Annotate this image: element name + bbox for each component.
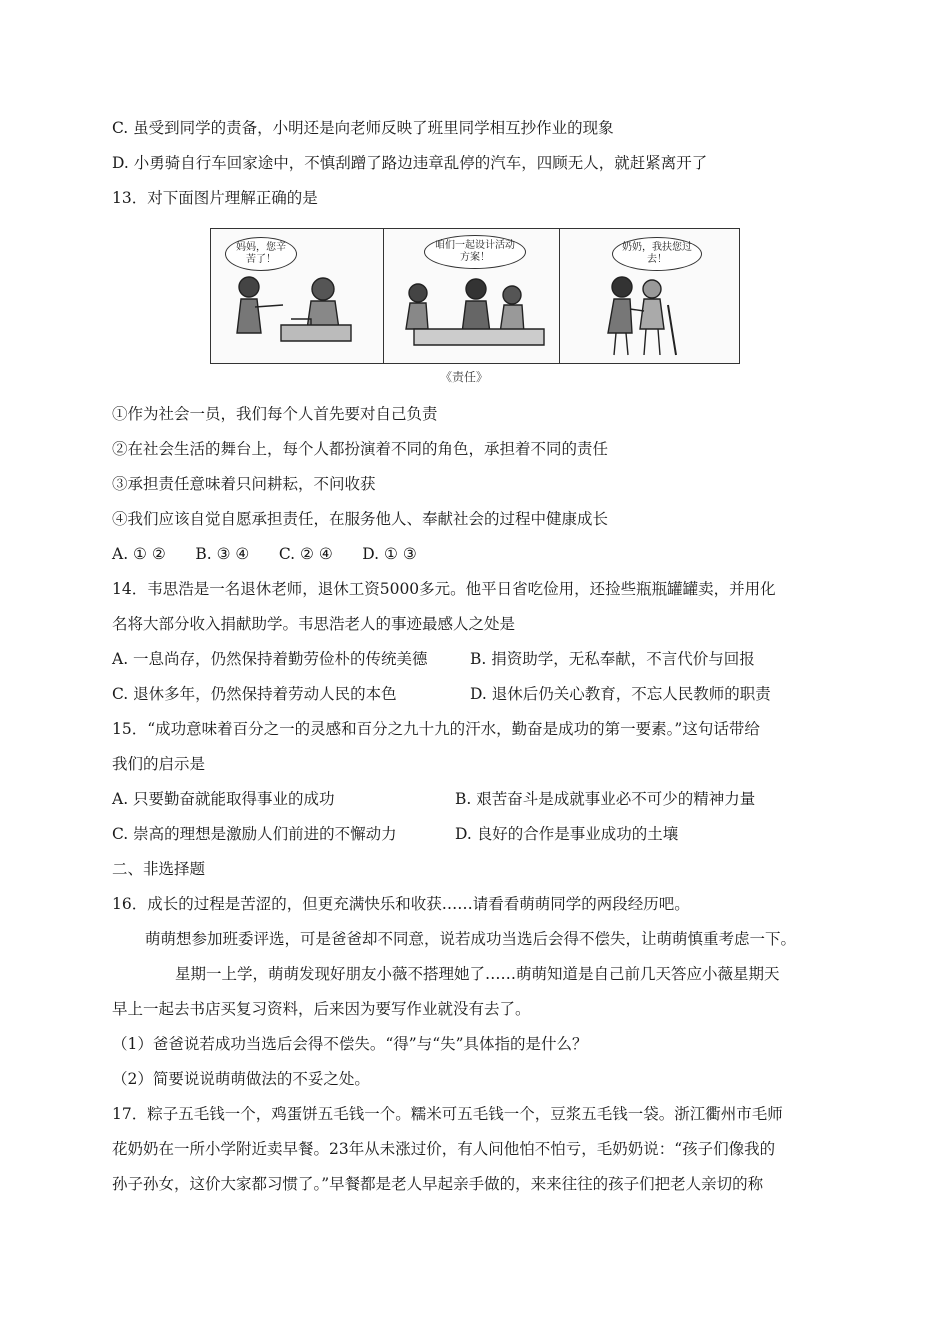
statement-1: ①作为社会一员，我们每个人首先要对自己负责	[112, 405, 438, 423]
statement-4: ④我们应该自觉自愿承担责任，在服务他人、奉献社会的过程中健康成长	[112, 510, 609, 528]
comic-panel-3	[559, 229, 738, 363]
comic-figure	[210, 228, 740, 364]
question-16: 16．成长的过程是苦涩的，但更充满快乐和收获……请看看萌萌同学的两段经历吧。	[112, 895, 690, 913]
speech-bubble-1: 妈妈，您辛苦了！	[225, 237, 297, 271]
option-d-prev: D. 小勇骑自行车回家途中，不慎刮蹭了路边违章乱停的汽车，四顾无人，就赶紧离开了	[112, 154, 708, 172]
q15-option-c: C. 崇高的理想是激励人们前进的不懈动力	[112, 825, 397, 843]
q14-option-a: A. 一息尚存，仍然保持着勤劳俭朴的传统美德	[112, 650, 428, 668]
q15-option-d: D. 良好的合作是事业成功的土壤	[455, 825, 679, 843]
question-17-line2: 花奶奶在一所小学附近卖早餐。23年从未涨过价，有人问他怕不怕亏，毛奶奶说：“孩子们像我的	[112, 1140, 776, 1158]
option-c-prev: C. 虽受到同学的责备，小明还是向老师反映了班里同学相互抄作业的现象	[112, 119, 614, 137]
statement-2: ②在社会生活的舞台上，每个人都扮演着不同的角色，承担着不同的责任	[112, 440, 609, 458]
question-14-line2: 名将大部分收入捐献助学。韦思浩老人的事迹最感人之处是	[112, 615, 516, 633]
q14-option-b: B. 捐资助学，无私奉献，不言代价与回报	[470, 650, 755, 668]
q14-option-d: D. 退休后仍关心教育，不忘人民教师的职责	[470, 685, 771, 703]
comic-panel-2	[383, 229, 559, 363]
q15-option-b: B. 艰苦奋斗是成就事业必不可少的精神力量	[455, 790, 756, 808]
q16-paragraph-2-line1: 星期一上学，萌萌发现好朋友小薇不搭理她了……萌萌知道是自己前几天答应小薇星期天	[175, 965, 780, 983]
q16-subquestion-2: （2）简要说说萌萌做法的不妥之处。	[112, 1070, 370, 1088]
question-17-line3: 孙子孙女，这价大家都习惯了。”早餐都是老人早起亲手做的，来来往往的孩子们把老人亲切的称	[112, 1175, 764, 1193]
q15-option-a: A. 只要勤奋就能取得事业的成功	[112, 790, 335, 808]
question-15-line2: 我们的启示是	[112, 755, 206, 773]
section-2-heading: 二、非选择题	[112, 860, 206, 878]
comic-panel-1	[211, 229, 383, 363]
question-13-options: A. ① ② B. ③ ④ C. ② ④ D. ① ③	[112, 545, 417, 563]
speech-bubble-2: 咱们一起设计活动方案！	[424, 235, 526, 269]
q14-option-c: C. 退休多年，仍然保持着劳动人民的本色	[112, 685, 397, 703]
figure-caption: 《责任》	[440, 370, 489, 384]
question-14-line1: 14．韦思浩是一名退休老师，退休工资5000多元。他平日省吃俭用，还捡些瓶瓶罐罐卖，并用化	[112, 580, 776, 598]
speech-bubble-3: 奶奶，我扶您过去！	[612, 237, 702, 271]
q16-paragraph-1: 萌萌想参加班委评选，可是爸爸却不同意，说若成功当选后会得不偿失，让萌萌慎重考虑一下。	[145, 930, 797, 948]
question-13: 13．对下面图片理解正确的是	[112, 189, 318, 207]
statement-3: ③承担责任意味着只问耕耘，不问收获	[112, 475, 376, 493]
q16-paragraph-2-line2: 早上一起去书店买复习资料，后来因为要写作业就没有去了。	[112, 1000, 531, 1018]
question-17-line1: 17．粽子五毛钱一个，鸡蛋饼五毛钱一个。糯米可五毛钱一个，豆浆五毛钱一袋。浙江衢州市毛师	[112, 1105, 783, 1123]
q16-subquestion-1: （1）爸爸说若成功当选后会得不偿失。“得”与“失”具体指的是什么？	[112, 1035, 588, 1053]
question-15-line1: 15．“成功意味着百分之一的灵感和百分之九十九的汗水，勤奋是成功的第一要素。”这句话带给	[112, 720, 760, 738]
